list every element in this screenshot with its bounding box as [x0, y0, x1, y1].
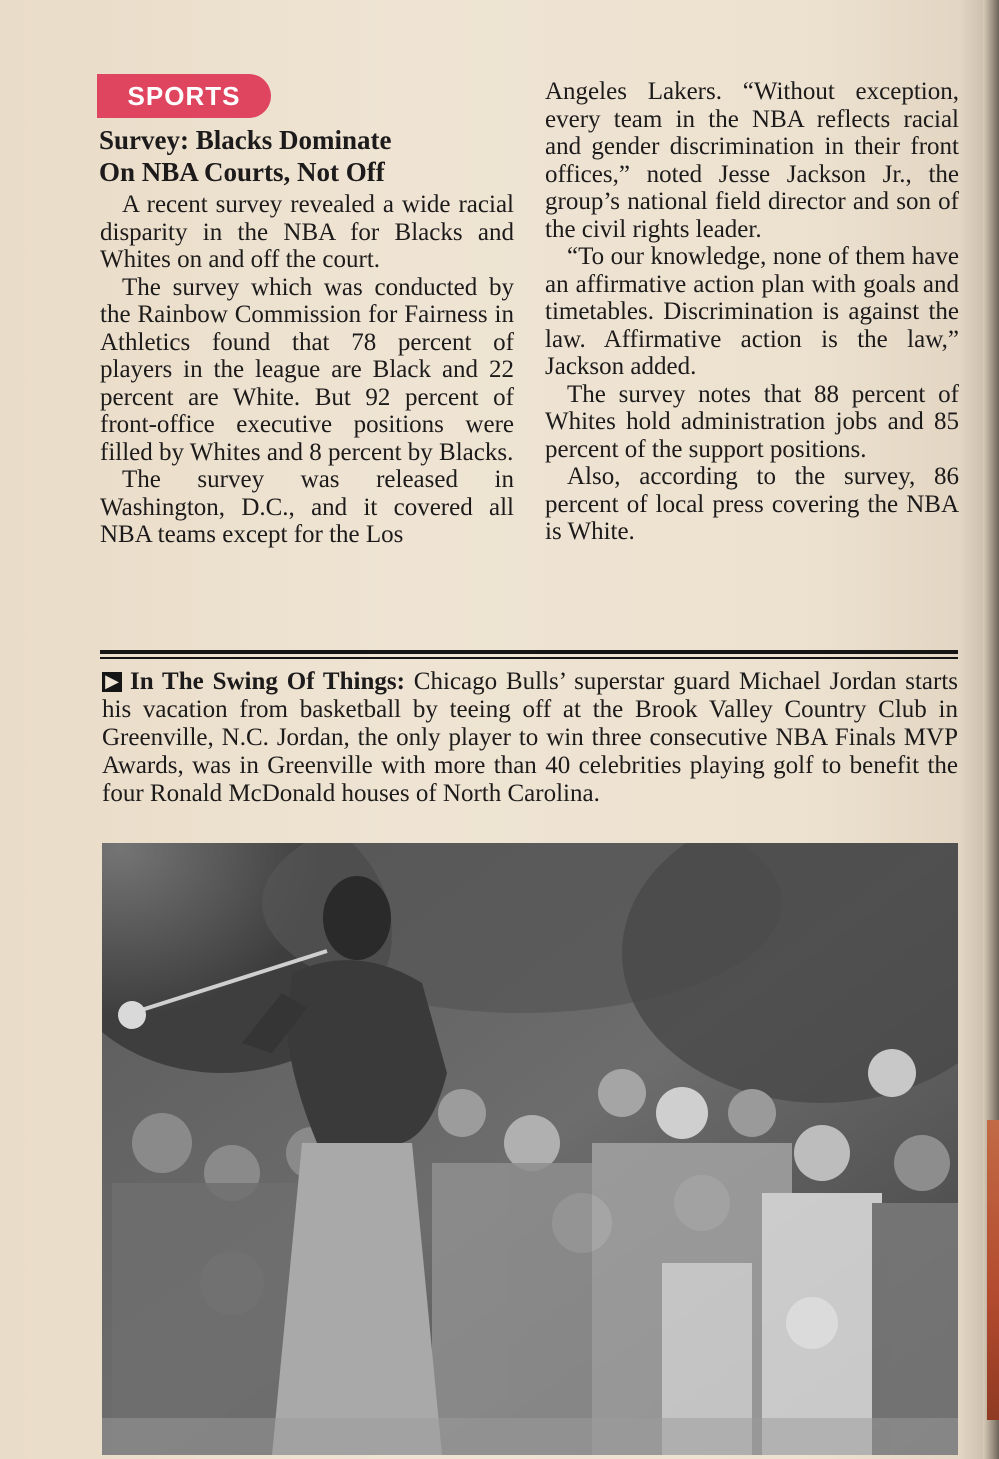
section-divider-thin: [100, 657, 958, 659]
caption-lead: In The Swing Of Things:: [130, 668, 405, 695]
article-paragraph: A recent survey revealed a wide racial disparity in the NBA for Blacks and Whites on and off the court.: [100, 191, 514, 273]
caption-text: Chicago Bulls’ superstar guard Michael Jordan starts his vacation from basketball by teeing off at the Brook Valley Country Club in Greenville, N.C. Jordan, the only player to win three consecutive NBA Finals MVP Awards, was in Greenville with more than 40 celebrities playing golf to benefit the four Ronald McDonald houses of North Carolina.: [102, 668, 958, 807]
photo-illustration: [102, 843, 958, 1455]
article-paragraph: Also, according to the survey, 86 percent of local press covering the NBA is White.: [545, 463, 959, 545]
section-badge: SPORTS: [97, 74, 271, 118]
article-column-left: [100, 191, 514, 549]
adjacent-page-edge: [987, 1120, 999, 1420]
article-paragraph: “To our knowledge, none of them have an affirmative action plan with goals and timetables. Discrimination is against the law. Affirmative action is the law,” Jackson added.: [545, 243, 959, 380]
section-divider-thick: [100, 650, 958, 654]
caption-arrow-icon: ▶: [102, 672, 122, 692]
headline-line-1: Survey: Blacks Dominate: [99, 125, 392, 155]
golfer-photo: [102, 843, 958, 1455]
article-column-right: [545, 78, 959, 546]
article-paragraph-continued: Angeles Lakers. “Without exception, every team in the NBA reflects racial and gender discrimination in their front offices,” noted Jesse Jackson Jr., the group’s national field director and son of the civil rights leader.: [545, 78, 959, 243]
article-paragraph: The survey which was conducted by the Rainbow Commission for Fairness in Athletics found that 78 percent of players in the league are Black and 22 percent are White. But 92 percent of front-office executive positions were filled by Whites and 8 percent by Blacks.: [100, 273, 514, 466]
photo-caption: [102, 668, 958, 808]
article-paragraph: The survey was released in Washington, D.C., and it covered all NBA teams except for the Los: [100, 466, 514, 548]
article-paragraph: The survey notes that 88 percent of Whites hold administration jobs and 85 percent of the support positions.: [545, 380, 959, 463]
article-headline: [99, 124, 519, 188]
headline-line-2: On NBA Courts, Not Off: [99, 157, 385, 187]
